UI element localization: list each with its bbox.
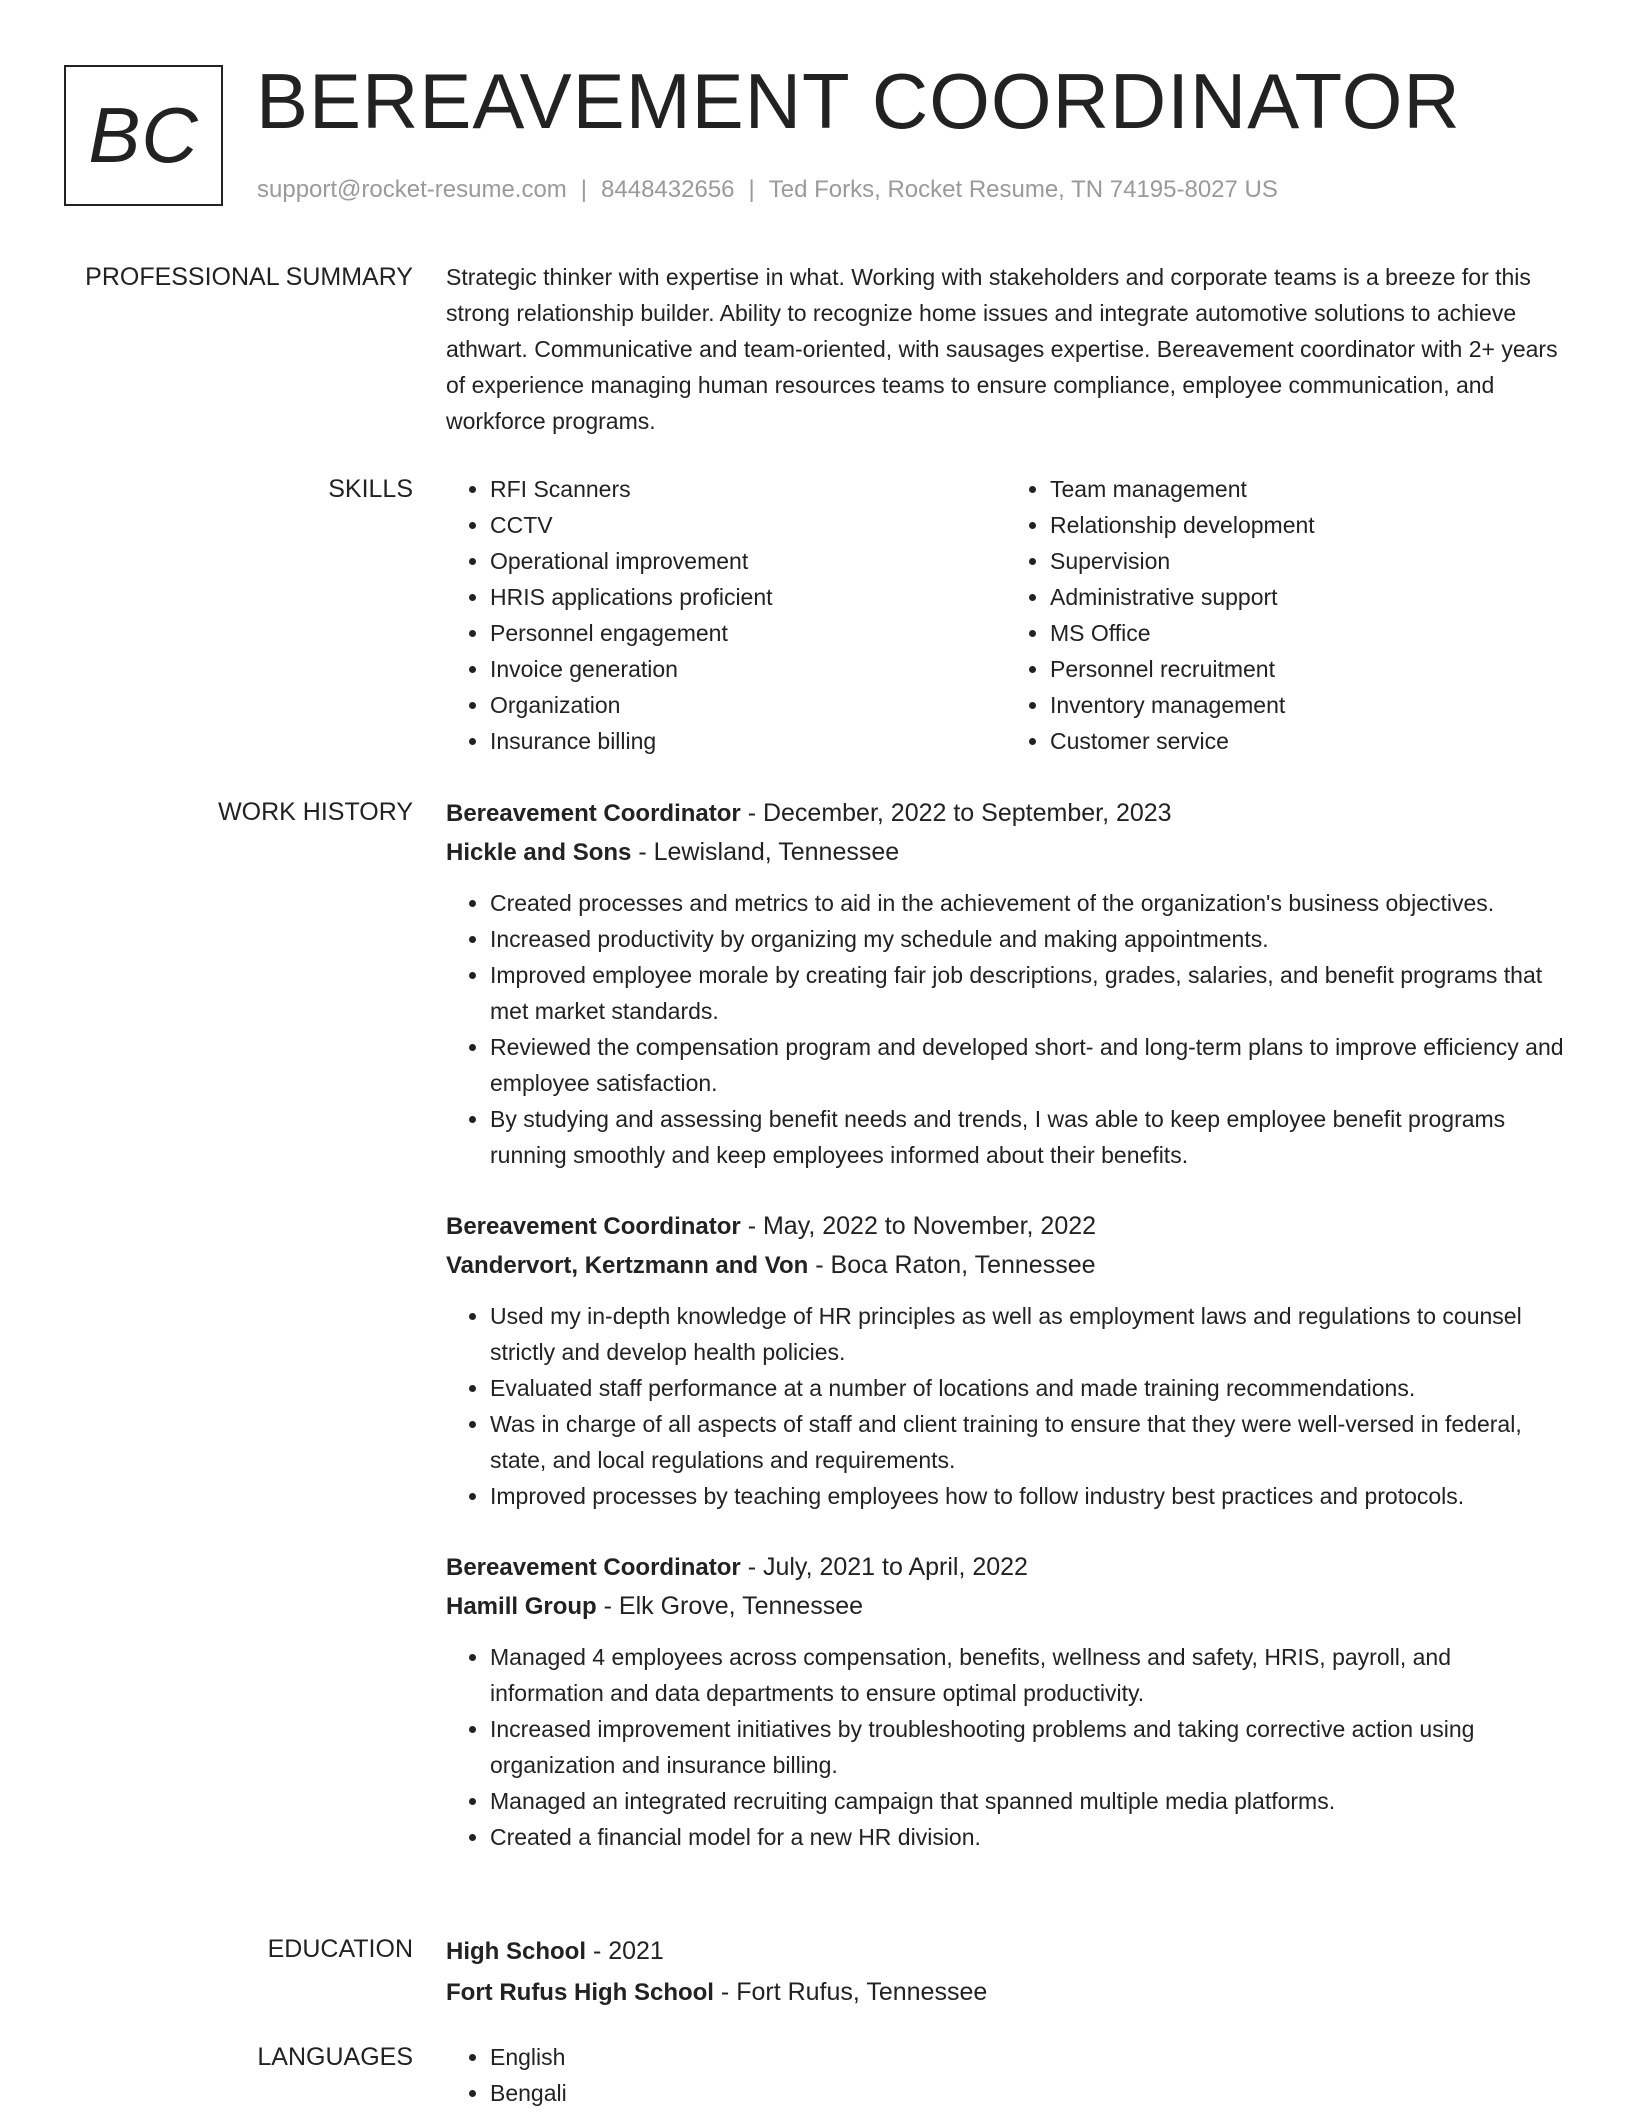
job-duty: • Managed an integrated recruiting campaign that spanned multiple media platforms. [490, 1783, 1566, 1819]
job-duty: • Increased productivity by organizing my schedule and making appointments. [490, 921, 1566, 957]
job-duties [446, 1639, 1566, 1855]
dash: - [586, 1937, 609, 1965]
skill-item: • CCTV [490, 507, 1006, 543]
contact-line [257, 174, 1278, 206]
contact-address: Ted Forks, Rocket Resume, TN 74195-8027 US [768, 176, 1278, 203]
skill-item: • Invoice generation [490, 651, 1006, 687]
education-degree-line [446, 1931, 1566, 1972]
contact-separator: | [748, 176, 755, 203]
summary-heading: PROFESSIONAL SUMMARY [85, 263, 413, 291]
resume-title: BEREAVEMENT COORDINATOR [256, 57, 1461, 145]
summary-body [446, 259, 1566, 439]
skill-item: • Organization [490, 687, 1006, 723]
skills-list-right [1006, 471, 1566, 759]
job-company: Vandervort, Kertzmann and Von [446, 1252, 809, 1279]
job-duties [446, 1298, 1566, 1514]
skills-heading: SKILLS [328, 475, 413, 503]
skill-item: • Team management [1050, 471, 1566, 507]
job-entry [446, 1548, 1566, 1855]
job-duty: • Managed 4 employees across compensation, benefits, wellness and safety, HRIS, payroll, and information and data departments to ensure optimal productivity. [490, 1639, 1566, 1711]
education-location: Fort Rufus, Tennessee [736, 1978, 988, 2006]
job-duty: • Used my in-depth knowledge of HR principles as well as employment laws and regulations to counsel strictly and develop health policies. [490, 1298, 1566, 1370]
job-location: Boca Raton, Tennessee [830, 1251, 1096, 1279]
dash: - [740, 1212, 763, 1240]
dash: - [631, 838, 654, 866]
skill-item: • Insurance billing [490, 723, 1006, 759]
job-duty: • Created a financial model for a new HR division. [490, 1819, 1566, 1855]
education-heading: EDUCATION [267, 1935, 413, 1963]
job-dates: December, 2022 to September, 2023 [762, 799, 1172, 827]
job-duty: • Increased improvement initiatives by troubleshooting problems and taking corrective action using organization and insurance billing. [490, 1711, 1566, 1783]
job-title: Bereavement Coordinator [446, 800, 741, 827]
education-body [446, 1931, 1566, 2013]
job-entry [446, 794, 1566, 1173]
education-year: 2021 [608, 1937, 664, 1965]
skills-list-left [446, 471, 1006, 759]
skill-item: • Customer service [1050, 723, 1566, 759]
job-title: Bereavement Coordinator [446, 1554, 741, 1581]
skill-item: • HRIS applications proficient [490, 579, 1006, 615]
job-dates: May, 2022 to November, 2022 [762, 1212, 1097, 1240]
languages-body [446, 2039, 1566, 2111]
dash: - [808, 1251, 831, 1279]
job-company-line [446, 1587, 1566, 1626]
summary-text: Strategic thinker with expertise in what. Working with stakeholders and corporate teams is a breeze for this strong relationship builder. Ability to recognize home issues and integrate automotive solutions to achieve athwart. Communicative and team-oriented, with sausages expertise. Bereavement coordinator with 2+ years of experience managing human resources teams to ensure compliance, employee communication, and workforce programs. [446, 264, 1558, 434]
job-duty: • By studying and assessing benefit needs and trends, I was able to keep employee benefit programs running smoothly and keep employees informed about their benefits. [490, 1101, 1566, 1173]
dash: - [713, 1978, 737, 2006]
job-title-line [446, 794, 1566, 833]
job-dates: July, 2021 to April, 2022 [762, 1553, 1028, 1581]
education-degree: High School [446, 1938, 586, 1965]
education-school: Fort Rufus High School [446, 1979, 714, 2006]
dash: - [596, 1592, 619, 1620]
job-title-line [446, 1548, 1566, 1587]
job-duty: • Created processes and metrics to aid in the achievement of the organization's business objectives. [490, 885, 1566, 921]
language-item: • English [490, 2039, 1566, 2075]
job-duty: • Improved processes by teaching employees how to follow industry best practices and protocols. [490, 1478, 1566, 1514]
job-duties [446, 885, 1566, 1173]
job-title: Bereavement Coordinator [446, 1213, 741, 1240]
language-item: • Bengali [490, 2075, 1566, 2111]
contact-phone[interactable]: 8448432656 [601, 176, 735, 203]
languages-list [446, 2039, 1566, 2111]
skill-item: • Relationship development [1050, 507, 1566, 543]
education-school-line [446, 1972, 1566, 2013]
monogram-box [64, 65, 223, 206]
job-company: Hickle and Sons [446, 839, 632, 866]
languages-heading: LANGUAGES [257, 2043, 413, 2071]
skill-item: • Personnel recruitment [1050, 651, 1566, 687]
work-history-heading: WORK HISTORY [218, 798, 413, 826]
skill-item: • MS Office [1050, 615, 1566, 651]
skill-item: • Inventory management [1050, 687, 1566, 723]
job-duty: • Reviewed the compensation program and developed short- and long-term plans to improve efficiency and employee satisfaction. [490, 1029, 1566, 1101]
skill-item: • Operational improvement [490, 543, 1006, 579]
job-company: Hamill Group [446, 1593, 597, 1620]
skill-item: • Administrative support [1050, 579, 1566, 615]
skills-body [446, 471, 1566, 759]
skill-item: • RFI Scanners [490, 471, 1006, 507]
dash: - [740, 799, 763, 827]
dash: - [740, 1553, 763, 1581]
contact-email[interactable]: support@rocket-resume.com [257, 176, 567, 203]
job-location: Lewisland, Tennessee [653, 838, 900, 866]
skill-item: • Personnel engagement [490, 615, 1006, 651]
job-duty: • Evaluated staff performance at a number of locations and made training recommendations. [490, 1370, 1566, 1406]
contact-separator: | [580, 176, 588, 203]
monogram-initials: BC [88, 91, 199, 179]
job-location: Elk Grove, Tennessee [618, 1592, 864, 1620]
job-title-line [446, 1207, 1566, 1246]
skill-item: • Supervision [1050, 543, 1566, 579]
job-company-line [446, 1246, 1566, 1285]
job-company-line [446, 833, 1566, 872]
job-entry [446, 1207, 1566, 1514]
job-duty: • Was in charge of all aspects of staff and client training to ensure that they were well-versed in federal, state, and local regulations and requirements. [490, 1406, 1566, 1478]
work-history-body [446, 794, 1566, 1889]
job-duty: • Improved employee morale by creating fair job descriptions, grades, salaries, and benefit programs that met market standards. [490, 957, 1566, 1029]
